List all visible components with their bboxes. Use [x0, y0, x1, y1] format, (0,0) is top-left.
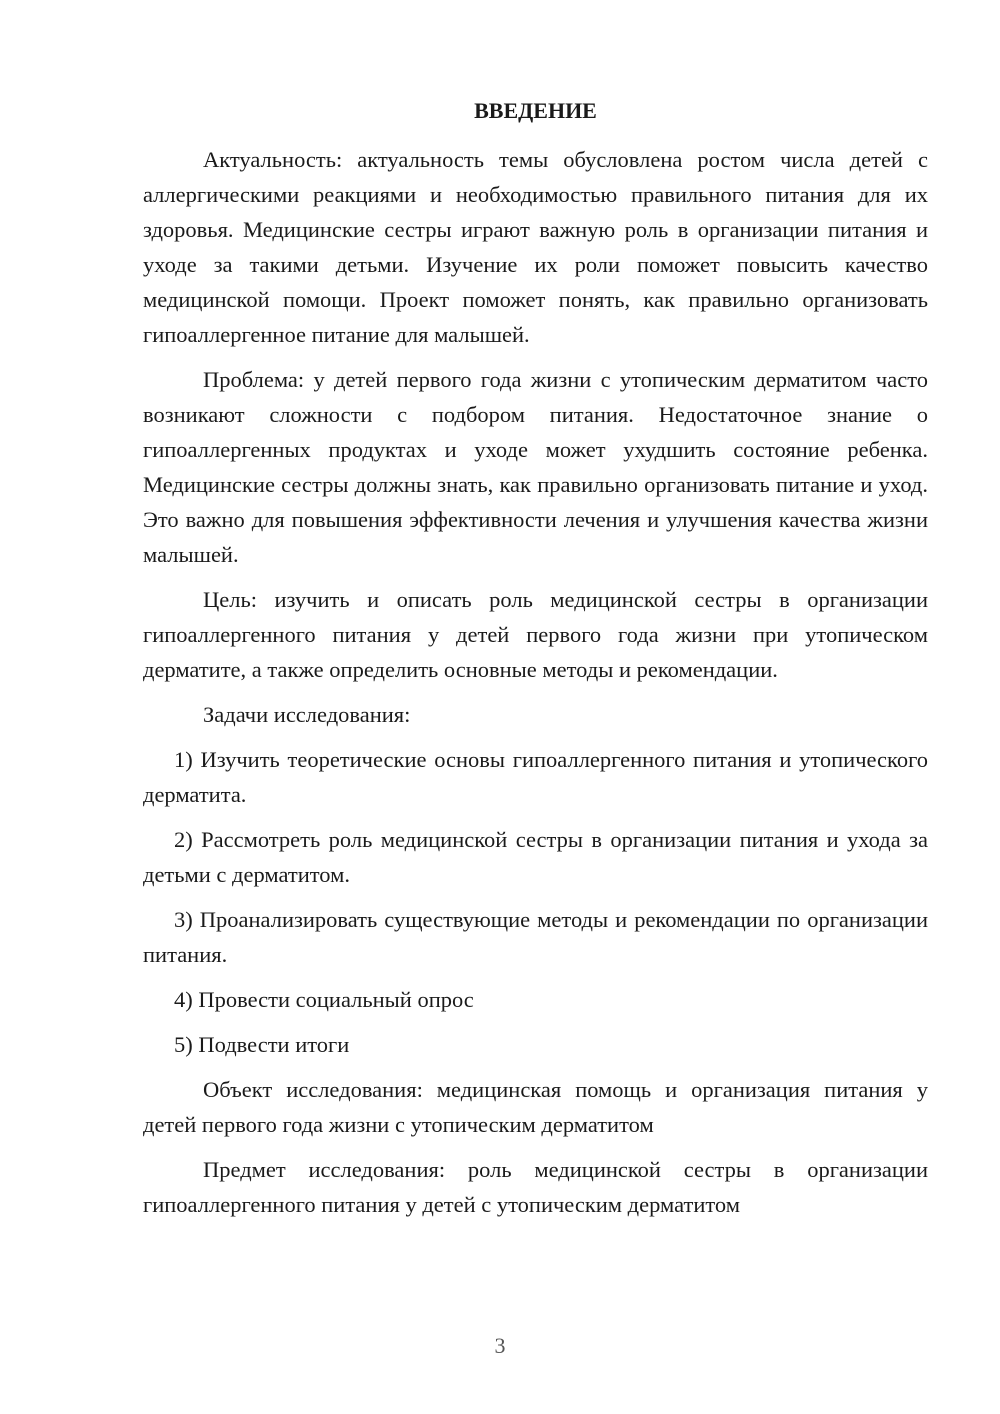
page-content [143, 94, 928, 1232]
task-item-4: 4) Провести социальный опрос [174, 987, 474, 1012]
problem-paragraph: Проблема: у детей первого года жизни с утопическим дерматитом часто возникают сложности с подбором питания. Недостаточное знание о гипоаллергенных продуктах и уходе может ухудшить состояние ребенка. Медицинские сестры должны знать, как правильно организовать питание и уход. Это важно для повышения эффективности лечения и улучшения качества жизни малышей. [143, 367, 928, 567]
section-title: ВВЕДЕНИЕ [474, 98, 597, 123]
relevance-paragraph: Актуальность: актуальность темы обусловлена ростом числа детей с аллергическими реакциями и необходимостью правильного питания для их здоровья. Медицинские сестры играют важную роль в организации питания и уходе за такими детьми. Изучение их роли поможет повысить качество медицинской помощи. Проект поможет понять, как правильно организовать гипоаллергенное питание для малышей. [143, 147, 928, 347]
task-item-3: 3) Проанализировать существующие методы и рекомендации по организации питания. [143, 907, 928, 967]
subject-paragraph: Предмет исследования: роль медицинской сестры в организации гипоаллергенного питания у детей с утопическим дерматитом [143, 1157, 928, 1217]
page-number: 3 [494, 1333, 506, 1358]
task-item-1: 1) Изучить теоретические основы гипоаллергенного питания и утопического дерматита. [143, 747, 928, 807]
task-item-5: 5) Подвести итоги [174, 1032, 350, 1057]
tasks-heading: Задачи исследования: [203, 702, 411, 727]
task-item-2: 2) Рассмотреть роль медицинской сестры в организации питания и ухода за детьми с дерматитом. [143, 827, 928, 887]
goal-paragraph: Цель: изучить и описать роль медицинской сестры в организации гипоаллергенного питания у детей первого года жизни при утопическом дерматите, а также определить основные методы и рекомендации. [143, 587, 928, 682]
object-paragraph: Объект исследования: медицинская помощь и организация питания у детей первого года жизни с утопическим дерматитом [143, 1077, 928, 1137]
